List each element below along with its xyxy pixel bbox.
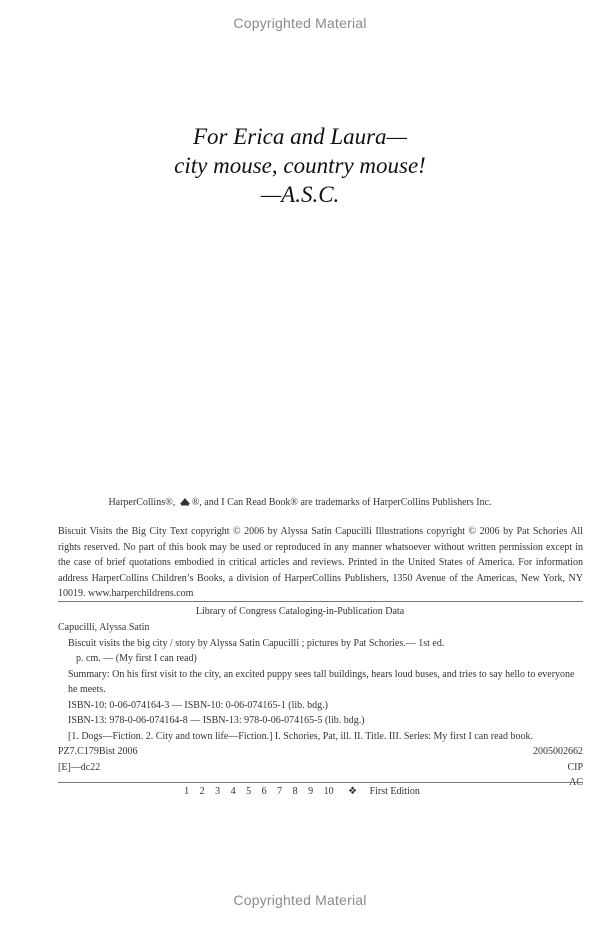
cip-classification: PZ7.C179Bist 2006 (58, 746, 138, 757)
print-number: 2 (199, 786, 205, 797)
divider-bottom (58, 782, 583, 783)
cip-ac: AC (569, 777, 583, 788)
cip-summary: Summary: On his first visit to the city, an excited puppy sees tall buildings, hears loud buses, and tries to say hello to everyone he meets. (68, 668, 575, 695)
cip-classification-row (58, 744, 583, 760)
dedication-line-2: city mouse, country mouse! (174, 153, 426, 178)
copyright-paragraph: Biscuit Visits the Big City Text copyright © 2006 by Alyssa Satin Capucilli Illustrations copyright © 2006 by Pat Schories All rights reserved. No part of this book may be used or reproduced in any manner whatsoever without written permission except in the case of brief quotations embodied in critical articles and reviews. Printed in the United States of America. For information address HarperCollins Children’s Books, a division of HarperCollins Publishers, 1350 Avenue of the Americas, New York, NY 10019. www.harperchildrens.com (58, 526, 583, 599)
cip-lccn: 2005002662 (533, 746, 583, 757)
trademark-text-start: HarperCollins®, (108, 497, 176, 508)
ornament-icon: ❖ (348, 786, 358, 797)
cip-code: CIP (567, 761, 583, 773)
printing-line (0, 786, 600, 797)
cip-dewey-row (58, 760, 583, 776)
cip-header: Library of Congress Cataloging-in-Publication Data (195, 606, 405, 617)
copyright-watermark-top: Copyrighted Material (233, 15, 367, 31)
print-number: 6 (261, 786, 267, 797)
print-number: 10 (323, 786, 334, 797)
print-number: 7 (277, 786, 283, 797)
trademark-text-end: ®, and I Can Read Book® are trademarks of HarperCollins Publishers Inc. (191, 497, 492, 508)
print-number: 1 (184, 786, 190, 797)
dedication-line-1: For Erica and Laura— (192, 124, 408, 149)
edition-label: First Edition (369, 786, 420, 797)
print-number: 4 (230, 786, 236, 797)
cip-dewey: [E]—dc22 (58, 761, 101, 773)
cip-isbn13: ISBN-13: 978-0-06-074164-8 — ISBN-13: 978-0-06-074165-5 (lib. bdg.) (68, 715, 365, 726)
cip-pages-line: p. cm. — (My first I can read) (76, 653, 197, 664)
trademark-notice (0, 497, 600, 509)
print-number: 3 (215, 786, 221, 797)
dedication-line-3: —A.S.C. (260, 182, 340, 207)
print-number: 9 (308, 786, 314, 797)
harpercollins-logo-icon (179, 497, 191, 509)
cip-block (58, 620, 583, 791)
cip-isbn10: ISBN-10: 0-06-074164-3 — ISBN-10: 0-06-074165-1 (lib. bdg.) (68, 699, 328, 711)
divider-top (58, 601, 583, 602)
print-number: 5 (246, 786, 252, 797)
cip-author: Capucilli, Alyssa Satin (58, 622, 150, 633)
dedication (0, 122, 600, 209)
print-number: 8 (292, 786, 298, 797)
cip-title-line: Biscuit visits the big city / story by Alyssa Satin Capucilli ; pictures by Pat Schories.— 1st ed. (68, 637, 445, 649)
copyright-watermark-bottom: Copyrighted Material (233, 892, 367, 908)
cip-subjects: [1. Dogs—Fiction. 2. City and town life—Fiction.] I. Schories, Pat, ill. II. Title. III. Series: My first I can read book. (68, 730, 533, 742)
